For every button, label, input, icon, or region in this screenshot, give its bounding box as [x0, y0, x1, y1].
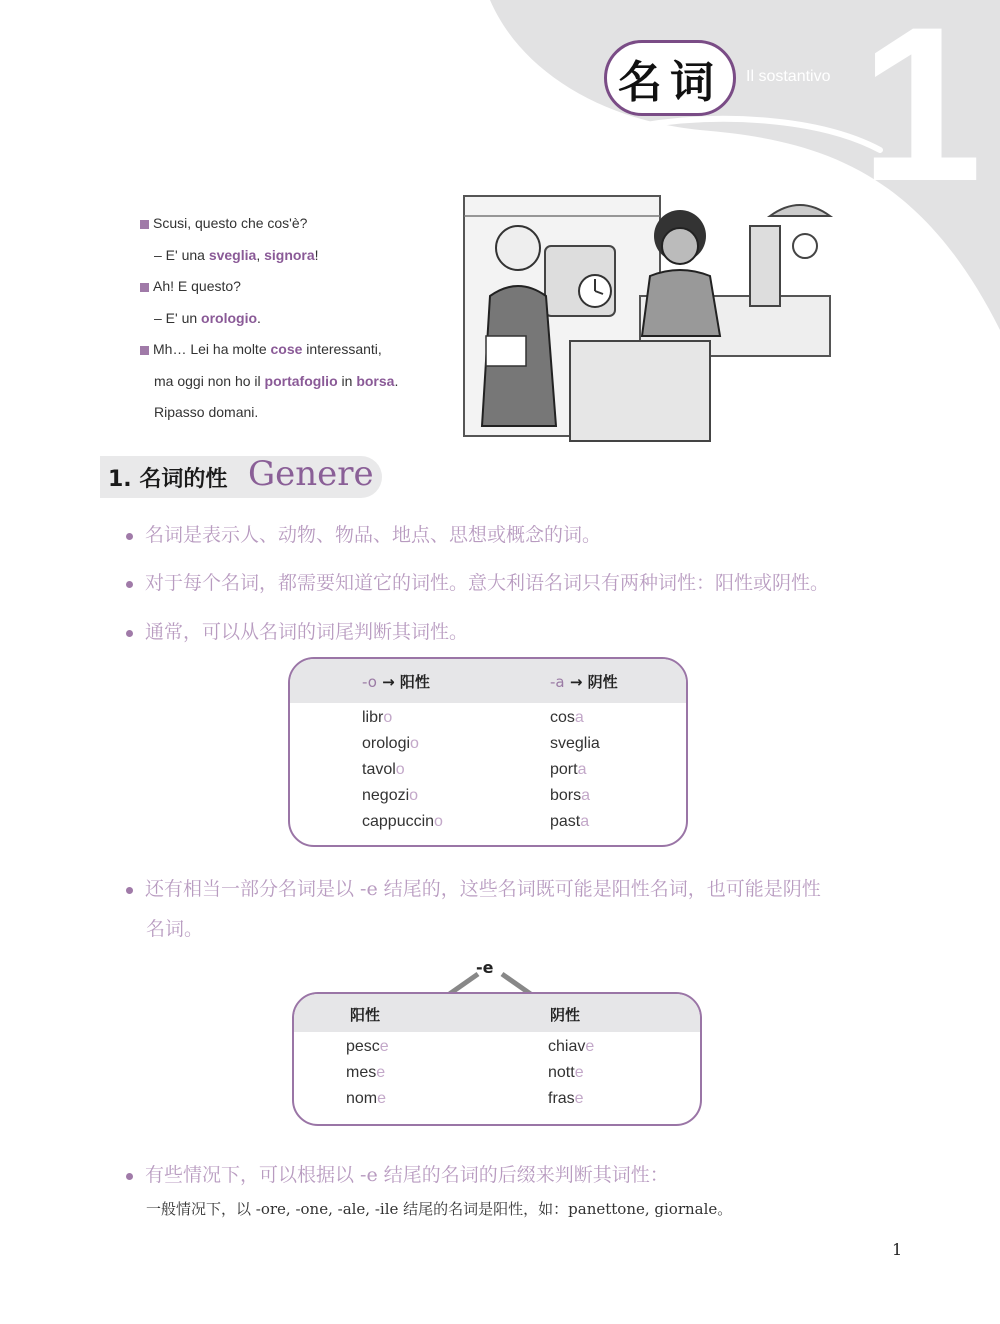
square-marker — [140, 220, 149, 229]
example-noun: borsa — [550, 787, 591, 804]
bullet-text: 有些情况下，可以根据以 -e 结尾的名词的后缀来判断其词性： — [145, 1164, 669, 1186]
shop-illustration — [460, 186, 840, 448]
square-marker — [140, 283, 149, 292]
dialogue-text: Scusi, questo che cos'è? — [153, 215, 308, 231]
bullet-continuation: 名词。 — [146, 918, 204, 940]
bullet-text: 还有相当一部分名词是以 -e 结尾的，这些名词既可能是阳性名词，也可能是阴性 — [145, 878, 821, 900]
chapter-title: 名词 — [604, 40, 736, 116]
bullet-dot — [126, 887, 133, 894]
highlighted-noun: borsa — [356, 372, 395, 389]
bullet-item — [126, 874, 821, 901]
dialogue-text: . — [257, 309, 261, 326]
square-marker — [140, 346, 149, 355]
example-noun: cappuccino — [362, 813, 443, 830]
bullet-text: 通常，可以从名词的词尾判断其词性。 — [145, 621, 469, 643]
bullet-dot — [126, 533, 133, 540]
bullet-item — [126, 617, 468, 644]
dialogue-text: ma oggi non ho il — [154, 372, 265, 389]
dialogue-line — [140, 366, 398, 398]
feminine-column-header: -a → 阴性 — [550, 673, 618, 691]
example-noun: libro — [362, 709, 393, 726]
feminine-column-header: 阴性 — [550, 1006, 581, 1024]
highlighted-noun: portafoglio — [264, 372, 338, 389]
gender-endings-table — [288, 657, 688, 847]
dialogue-line — [140, 397, 398, 429]
bullet-dot — [126, 630, 133, 637]
dialogue-text: – E' un — [154, 309, 202, 326]
highlighted-noun: sveglia — [208, 246, 257, 263]
example-noun: cosa — [550, 709, 584, 726]
example-noun: frase — [548, 1090, 584, 1107]
table-header — [290, 659, 686, 703]
example-noun: orologio — [362, 735, 419, 752]
bullet-dot — [126, 581, 133, 588]
example-noun: mese — [346, 1064, 386, 1081]
dialogue-text: , — [256, 246, 265, 263]
ending-label: -e — [476, 958, 494, 977]
dialogue-line — [140, 271, 398, 303]
bullet-item — [126, 568, 829, 595]
dialogue-line — [140, 208, 398, 240]
dialogue-text: interessanti, — [302, 341, 382, 357]
example-noun: pesce — [346, 1038, 389, 1055]
dialogue-text: . — [394, 372, 399, 389]
masculine-column-header: 阳性 — [350, 1006, 381, 1024]
dialogue-text: ! — [314, 246, 319, 263]
example-noun: porta — [550, 761, 587, 778]
example-noun: pasta — [550, 813, 590, 830]
dialogue-text: Mh… Lei ha molte — [153, 341, 271, 357]
dialogue — [140, 208, 398, 429]
bullet-item — [126, 1160, 669, 1187]
example-noun: chiave — [548, 1038, 595, 1055]
example-noun: notte — [548, 1064, 584, 1081]
section-title: 1. 名词的性 — [108, 467, 228, 492]
masculine-column-header: -o → 阳性 — [362, 673, 430, 691]
dialogue-text: – E' una — [154, 246, 209, 263]
bullet-text: 对于每个名词，都需要知道它的词性。意大利语名词只有两种词性：阳性或阴性。 — [145, 572, 830, 594]
bullet-item — [126, 520, 601, 547]
section-italian-title: Genere — [248, 454, 374, 494]
highlighted-noun: cose — [270, 341, 303, 357]
page-number: 1 — [892, 1240, 903, 1259]
dialogue-text: Ripasso domani. — [154, 404, 259, 420]
bullet-text: 名词是表示人、动物、物品、地点、思想或概念的词。 — [145, 524, 602, 546]
e-ending-table — [292, 992, 702, 1126]
dialogue-line — [140, 303, 398, 335]
chapter-subtitle: Il sostantivo — [746, 68, 831, 85]
example-noun: nome — [346, 1090, 387, 1107]
dialogue-line — [140, 240, 398, 272]
dialogue-line — [140, 334, 398, 366]
suffix-note: 一般情况下，以 -ore, -one, -ale, -ile 结尾的名词是阳性，如：panettone, giornale。 — [146, 1200, 733, 1218]
example-noun: negozio — [362, 787, 419, 804]
example-noun: sveglia — [550, 735, 600, 752]
dialogue-text: in — [337, 372, 357, 389]
dialogue-text: Ah! E questo? — [153, 278, 241, 294]
example-noun: tavolo — [362, 761, 405, 778]
bullet-dot — [126, 1173, 133, 1180]
highlighted-noun: signora — [264, 246, 315, 263]
chapter-number: 1 — [860, 0, 983, 227]
highlighted-noun: orologio — [201, 309, 258, 326]
